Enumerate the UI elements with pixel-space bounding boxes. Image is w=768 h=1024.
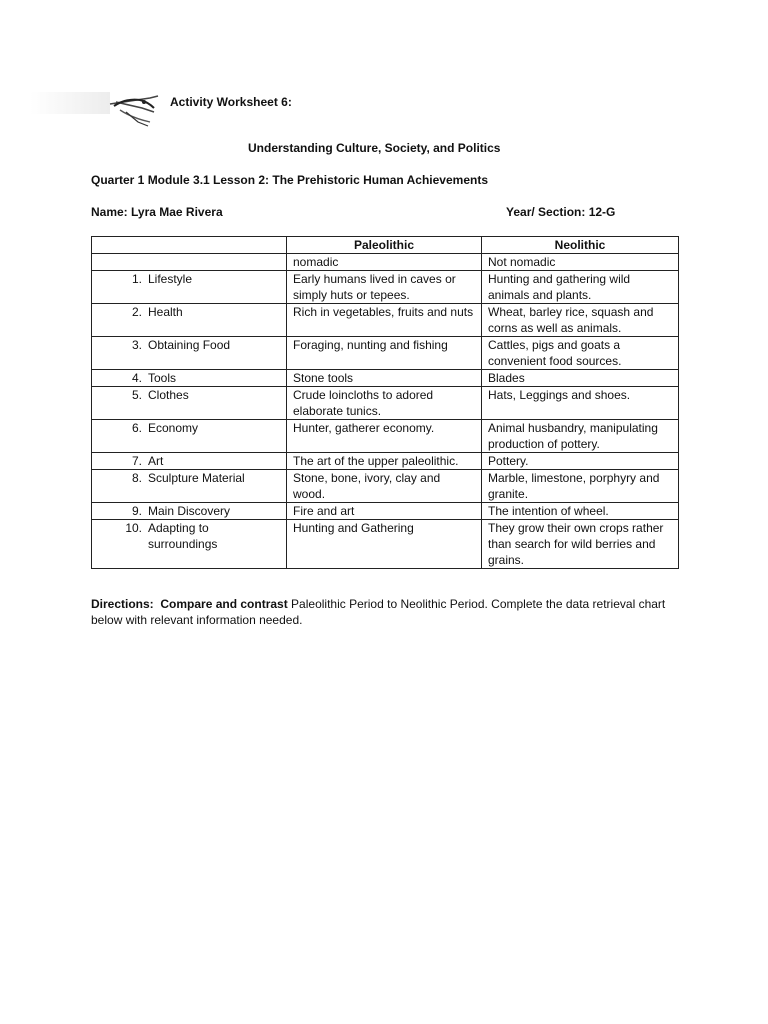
table-cell: Animal husbandry, manipulating production of pottery. bbox=[482, 420, 679, 453]
row-label: Health bbox=[148, 305, 183, 319]
table-row bbox=[92, 370, 679, 387]
row-number: 4. bbox=[131, 371, 142, 385]
row-label: Sculpture Material bbox=[148, 471, 245, 485]
student-name: Name: Lyra Mae Rivera bbox=[91, 205, 223, 219]
row-number: 9. bbox=[131, 504, 142, 518]
row-label: Adapting to surroundings bbox=[148, 521, 218, 551]
row-number: 1. bbox=[131, 272, 142, 286]
row-number: 10. bbox=[125, 521, 142, 535]
table-row bbox=[92, 304, 679, 337]
row-label: Economy bbox=[148, 421, 199, 435]
table-cell bbox=[92, 304, 287, 337]
directions-emphasis: Compare and contrast bbox=[160, 597, 288, 611]
data-retrieval-chart bbox=[91, 236, 679, 569]
directions-label: Directions: bbox=[91, 597, 154, 611]
row-label: Main Discovery bbox=[148, 504, 231, 518]
table-cell bbox=[92, 387, 287, 420]
table-cell bbox=[92, 337, 287, 370]
table-row bbox=[92, 271, 679, 304]
table-cell: Stone tools bbox=[287, 370, 482, 387]
table-row bbox=[92, 453, 679, 470]
column-header-neolithic: Neolithic bbox=[482, 237, 679, 254]
table-cell: Marble, limestone, porphyry and granite. bbox=[482, 470, 679, 503]
row-number: 3. bbox=[131, 338, 142, 352]
worksheet-title: Activity Worksheet 6: bbox=[170, 95, 292, 109]
table-cell: Crude loincloths to adored elaborate tunics. bbox=[287, 387, 482, 420]
row-number: 7. bbox=[131, 454, 142, 468]
table-cell: Hunting and Gathering bbox=[287, 520, 482, 569]
table-cell bbox=[92, 271, 287, 304]
table-cell bbox=[92, 470, 287, 503]
table-row bbox=[92, 387, 679, 420]
table-row bbox=[92, 254, 679, 271]
row-number: 8. bbox=[131, 471, 142, 485]
table-cell: Fire and art bbox=[287, 503, 482, 520]
subject-title: Understanding Culture, Society, and Politics bbox=[248, 141, 501, 155]
row-number: 5. bbox=[131, 388, 142, 402]
table-cell: nomadic bbox=[287, 254, 482, 271]
bird-sketch-icon bbox=[30, 88, 162, 128]
table-cell: The intention of wheel. bbox=[482, 503, 679, 520]
row-number: 2. bbox=[131, 305, 142, 319]
table-row bbox=[92, 470, 679, 503]
lesson-title: Quarter 1 Module 3.1 Lesson 2: The Prehistoric Human Achievements bbox=[91, 173, 489, 187]
row-number: 6. bbox=[131, 421, 142, 435]
directions-body: Paleolithic Period to Neolithic Period. Complete the data retrieval chart below with relevant information needed. bbox=[91, 597, 666, 627]
table-cell: Stone, bone, ivory, clay and wood. bbox=[287, 470, 482, 503]
row-label: Art bbox=[148, 454, 164, 468]
table-row bbox=[92, 520, 679, 569]
table-cell: Pottery. bbox=[482, 453, 679, 470]
table-cell: The art of the upper paleolithic. bbox=[287, 453, 482, 470]
year-section: Year/ Section: 12-G bbox=[506, 205, 616, 219]
table-cell: Hunting and gathering wild animals and plants. bbox=[482, 271, 679, 304]
table-cell: Hats, Leggings and shoes. bbox=[482, 387, 679, 420]
table-cell bbox=[92, 420, 287, 453]
table-cell bbox=[92, 520, 287, 569]
table-cell: Wheat, barley rice, squash and corns as well as animals. bbox=[482, 304, 679, 337]
table-cell: Cattles, pigs and goats a convenient food sources. bbox=[482, 337, 679, 370]
table-cell: They grow their own crops rather than search for wild berries and grains. bbox=[482, 520, 679, 569]
table-cell: Rich in vegetables, fruits and nuts bbox=[287, 304, 482, 337]
table-cell: Not nomadic bbox=[482, 254, 679, 271]
column-header bbox=[92, 237, 287, 254]
table-row bbox=[92, 503, 679, 520]
table-cell bbox=[92, 453, 287, 470]
row-label: Tools bbox=[148, 371, 177, 385]
table-header-row bbox=[92, 237, 679, 254]
table-cell bbox=[92, 370, 287, 387]
table-cell bbox=[92, 254, 287, 271]
table-cell: Early humans lived in caves or simply huts or tepees. bbox=[287, 271, 482, 304]
directions-text bbox=[91, 596, 681, 628]
table-cell: Blades bbox=[482, 370, 679, 387]
column-header-paleolithic: Paleolithic bbox=[287, 237, 482, 254]
row-label: Lifestyle bbox=[148, 272, 193, 286]
table-cell: Foraging, nunting and fishing bbox=[287, 337, 482, 370]
row-label: Obtaining Food bbox=[148, 338, 231, 352]
table-row bbox=[92, 337, 679, 370]
row-label: Clothes bbox=[148, 388, 189, 402]
table-row bbox=[92, 420, 679, 453]
table-cell: Hunter, gatherer economy. bbox=[287, 420, 482, 453]
table-cell bbox=[92, 503, 287, 520]
